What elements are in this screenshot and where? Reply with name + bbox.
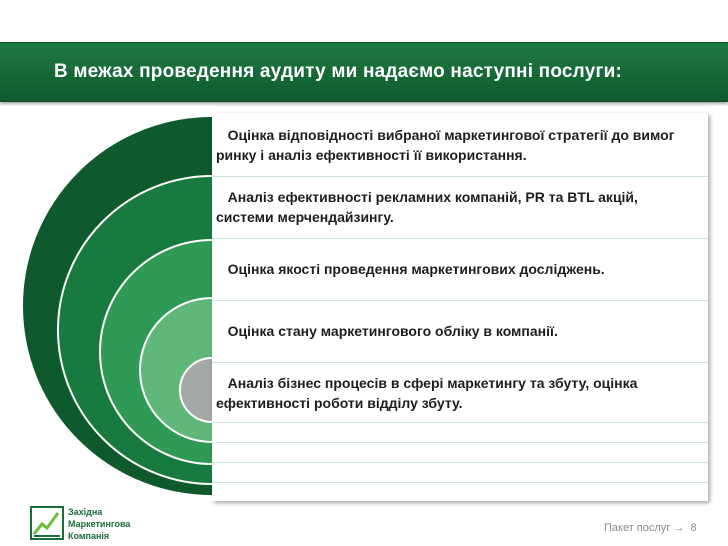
logo-line-3: Компанія	[68, 531, 110, 541]
service-text-4: Оцінка стану маркетингового обліку в компанії.	[227, 323, 558, 339]
service-item-4	[212, 301, 708, 363]
service-item-2	[212, 177, 708, 239]
footer-section: Пакет послуг	[604, 522, 671, 534]
page-number: 8	[690, 522, 697, 534]
empty-row-1	[212, 423, 708, 443]
empty-row-3	[212, 463, 708, 483]
logo-chart-icon	[30, 506, 64, 540]
service-text-1: Оцінка відповідності вибраної маркетингової стратегії до вимог ринку і аналіз ефективності її використання.	[216, 127, 675, 163]
logo-text	[68, 506, 130, 542]
logo-line-1: Західна	[68, 507, 103, 517]
empty-row-2	[212, 443, 708, 463]
slide-title: В межах проведення аудиту ми надаємо наступні послуги:	[54, 61, 622, 82]
service-text-5: Аналіз бізнес процесів в сфері маркетингу та збуту, оцінка ефективності роботи відділу збуту.	[216, 375, 638, 411]
service-item-3	[212, 239, 708, 301]
service-text-2: Аналіз ефективності рекламних компаній, PR та BTL акцій, системи мерчендайзингу.	[216, 189, 638, 225]
service-item-5	[212, 363, 708, 423]
service-text-3: Оцінка якості проведення маркетингових досліджень.	[227, 261, 605, 277]
footer	[604, 522, 697, 534]
footer-arrow-icon: →	[673, 522, 685, 534]
logo-line-2: Маркетингова	[68, 519, 131, 529]
company-logo	[30, 506, 150, 542]
service-item-1	[212, 113, 708, 177]
